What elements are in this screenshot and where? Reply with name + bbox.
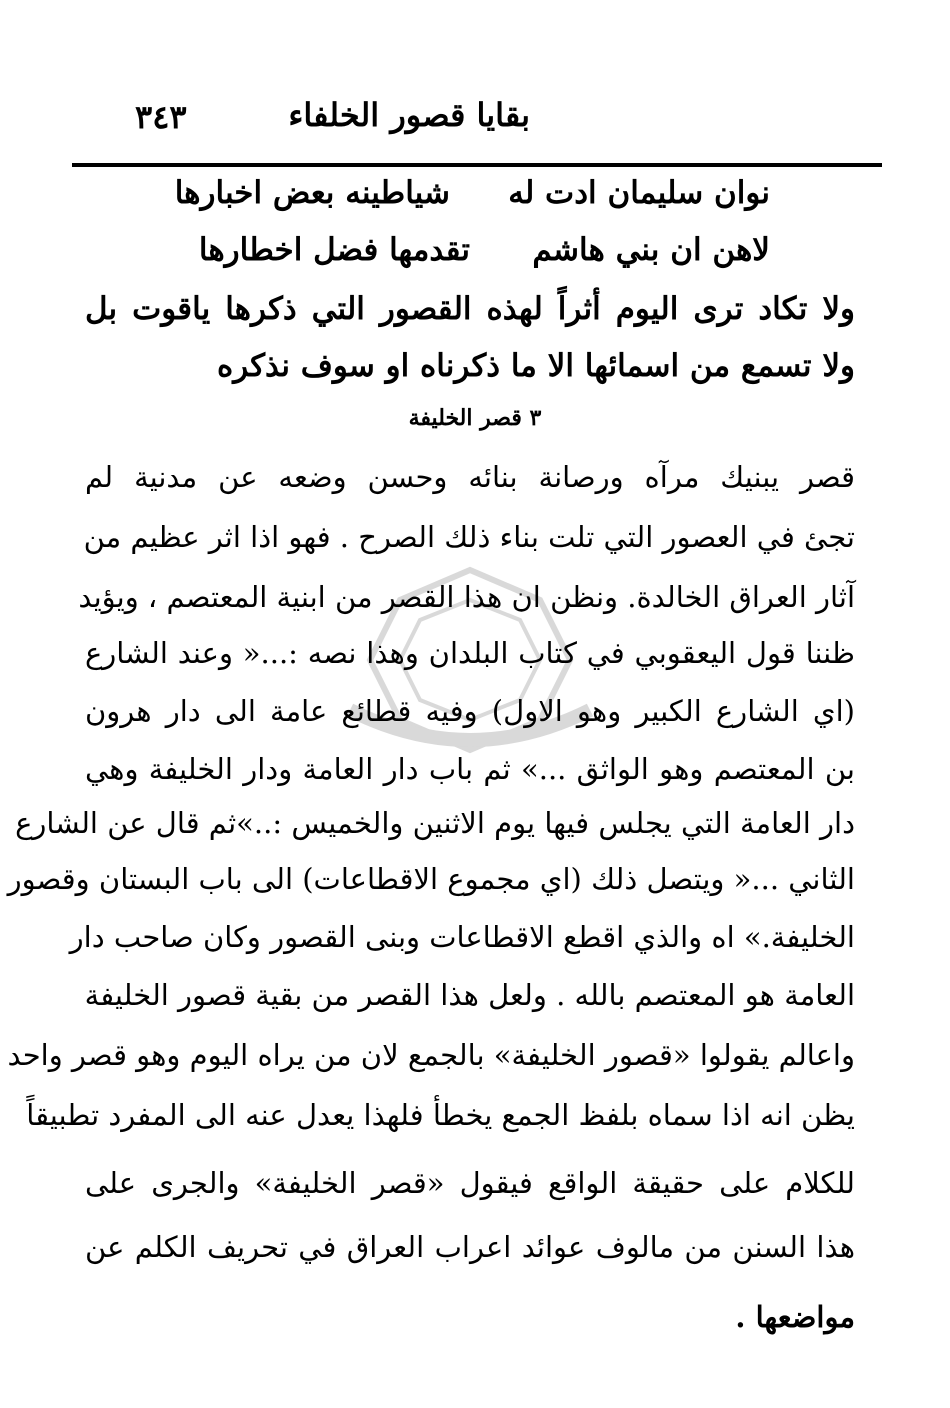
intro-line-1: ولا تكاد ترى اليوم أثراً لهذه القصور التي ذكرها ياقوت بل (85, 291, 855, 327)
section-title: ٣ قصر الخليفة (408, 405, 542, 431)
body-line: (اي الشارع الكبير وهو الاول) وفيه قطائع عامة الى دار هرون (85, 694, 855, 728)
verse-1-first-hemistich: نوان سليمان ادت له (508, 175, 770, 211)
body-line: دار العامة التي يجلس فيها يوم الاثنين والخميس :..»ثم قال عن الشارع (15, 806, 855, 840)
body-line: للكلام على حقيقة الواقع فيقول «قصر الخليفة» والجرى على (85, 1166, 855, 1200)
body-line: قصر يبنيك مرآه ورصانة بنائه وحسن وضعه عن مدنية لم (85, 460, 855, 494)
body-line: الثاني ...« ويتصل ذلك (اي مجموع الاقطاعات) الى باب البستان وقصور (7, 862, 855, 896)
body-line: تجئ في العصور التي تلت بناء ذلك الصرح . فهو اذا اثر عظيم من (83, 520, 855, 554)
verse-2-first-hemistich: لاهن ان بني هاشم (532, 232, 770, 268)
body-line: هذا السنن من مالوف عوائد اعراب العراق في تحريف الكلم عن (85, 1230, 855, 1264)
verse-1-second-hemistich: شياطينه بعض اخبارها (174, 175, 450, 211)
body-line: بن المعتصم وهو الواثق ...» ثم باب دار العامة ودار الخليفة وهي (85, 752, 855, 786)
body-line: ظننا قول اليعقوبي في كتاب البلدان وهذا نصه :...« وعند الشارع (85, 636, 855, 670)
body-line: مواضعها . (735, 1300, 855, 1334)
body-line: العامة هو المعتصم بالله . ولعل هذا القصر من بقية قصور الخليفة (84, 978, 855, 1012)
verse-2-second-hemistich: تقدمها فضل اخطارها (198, 232, 470, 268)
page-number: ٣٤٣ (135, 98, 187, 136)
intro-line-2: ولا تسمع من اسمائها الا ما ذكرناه او سوف نذكره (216, 348, 855, 384)
page-header (95, 88, 865, 148)
header-rule (72, 163, 882, 167)
body-line: الخليفة.» اه والذي اقطع الاقطاعات وبنى القصور وكان صاحب دار (69, 920, 855, 954)
body-line: آثار العراق الخالدة. ونظن ان هذا القصر من ابنية المعتصم ، ويؤيد (78, 580, 855, 614)
body-line: يظن انه اذا سماه بلفظ الجمع يخطأ فلهذا يعدل عنه الى المفرد تطبيقاً (26, 1098, 855, 1132)
running-head: بقايا قصور الخلفاء (288, 96, 530, 134)
body-line: واعالم يقولوا «قصور الخليفة» بالجمع لان من يراه اليوم وهو قصر واحد (7, 1038, 855, 1072)
